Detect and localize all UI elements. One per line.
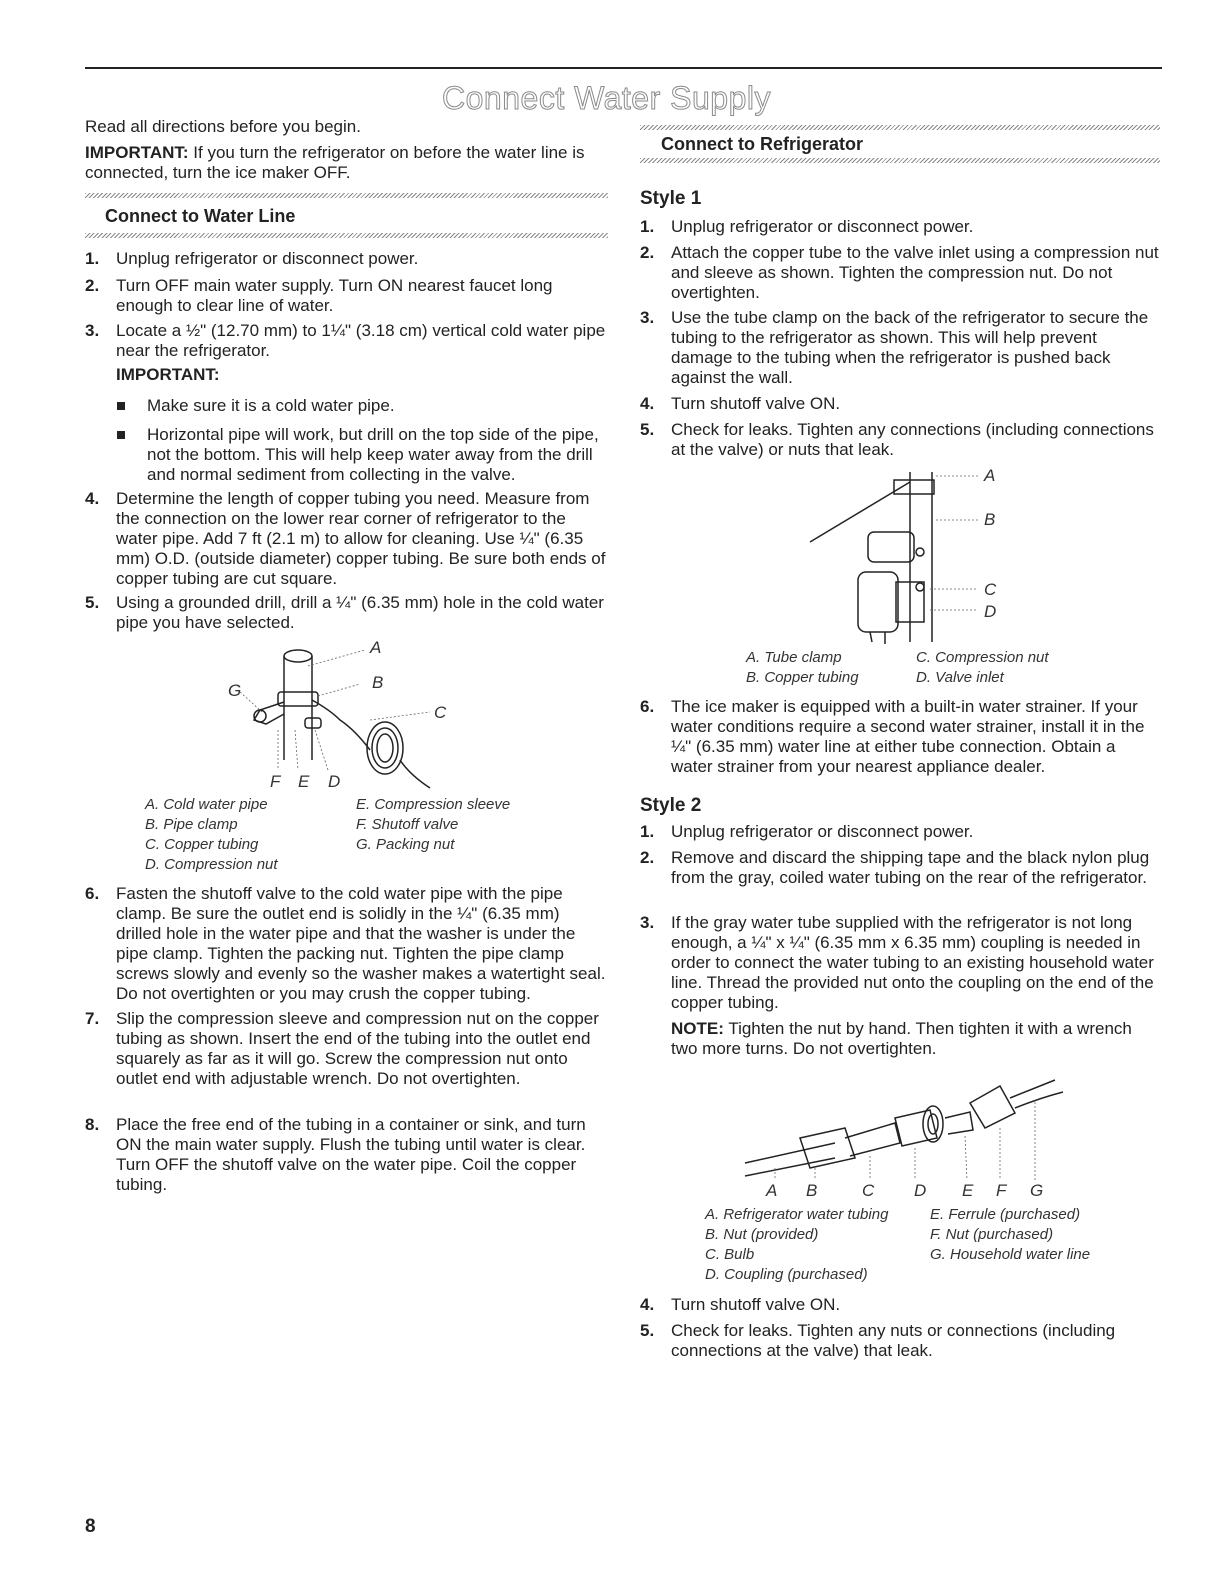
note-label: NOTE:	[671, 1019, 724, 1038]
step-item	[85, 1115, 608, 1195]
figure-letter: G	[228, 681, 242, 700]
caption-item: C. Copper tubing	[145, 836, 259, 853]
step-item	[640, 822, 1160, 842]
figure-letter: C	[984, 580, 997, 599]
figure-letter: A	[766, 1181, 778, 1200]
bullet-item	[117, 396, 607, 416]
note-text: Tighten the nut by hand. Then tighten it with a wrench two more turns. Do not overtighten.	[671, 1019, 1132, 1058]
step-item	[85, 321, 608, 361]
figure-letter: C	[434, 703, 447, 722]
important-note	[85, 143, 608, 183]
step-item	[85, 1009, 608, 1109]
refrigerator-valve-figure	[810, 462, 990, 647]
caption-item: B. Nut (provided)	[705, 1226, 819, 1243]
step-number: 2.	[85, 276, 100, 295]
figure-letter: D	[328, 772, 341, 791]
step-number: 1.	[640, 822, 655, 841]
step-number: 2.	[640, 848, 655, 867]
step-item	[85, 593, 608, 633]
step-item	[640, 243, 1160, 303]
caption-item: G. Packing nut	[356, 836, 455, 853]
step-number: 3.	[85, 321, 100, 340]
step-text: Unplug refrigerator or disconnect power.	[671, 217, 974, 236]
figure-letter: F	[270, 772, 281, 791]
bullet-text: Make sure it is a cold water pipe.	[147, 396, 395, 415]
caption-item: A. Cold water pipe	[145, 796, 268, 813]
style2-title: Style 2	[640, 795, 702, 816]
step-number: 8.	[85, 1115, 100, 1134]
step-text: Attach the copper tube to the valve inlet using a compression nut and sleeve as shown. Tighten the compression nut. Do not overtighten.	[671, 243, 1159, 302]
step-item	[85, 884, 608, 1004]
style1-title: Style 1	[640, 188, 702, 209]
caption-item: A. Refrigerator water tubing	[705, 1206, 889, 1223]
step-text: Unplug refrigerator or disconnect power.	[671, 822, 974, 841]
step-number: 7.	[85, 1009, 100, 1028]
step-item	[640, 913, 1160, 1013]
section-title-refrigerator: Connect to Refrigerator	[661, 134, 864, 154]
step-item	[640, 1321, 1160, 1361]
step-text: Place the free end of the tubing in a container or sink, and turn ON the main water supply. Flush the tubing until water is clear. Turn OFF the shutoff valve on the water pipe. Coil the copper tubing.	[116, 1115, 586, 1194]
step-item	[640, 217, 1160, 237]
step-text: Check for leaks. Tighten any nuts or connections (including connections at the valve) that leak.	[671, 1321, 1116, 1360]
step-item	[85, 276, 608, 316]
step-number: 6.	[85, 884, 100, 903]
step3-important-label: IMPORTANT:	[116, 365, 220, 384]
step-text: If the gray water tube supplied with the refrigerator is not long enough, a ¼" x ¼" (6.35 mm x 6.35 mm) coupling is needed in order to connect the water tubing to an existing household water line. Thread the provided nut onto the coupling on the end of the copper tubing.	[671, 913, 1154, 1012]
caption-item: D. Compression nut	[145, 856, 278, 873]
step-number: 2.	[640, 243, 655, 262]
caption-column-1	[145, 795, 278, 875]
step-text: Slip the compression sleeve and compression nut on the copper tubing as shown. Insert the end of the tubing into the outlet end squarely as far as it will go. Screw the compression nut onto outlet end with adjustable wrench. Do not overtighten.	[116, 1009, 599, 1088]
step-number: 3.	[640, 308, 655, 327]
step-number: 4.	[85, 489, 100, 508]
caption-item: A. Tube clamp	[746, 649, 842, 666]
step-number: 3.	[640, 913, 655, 932]
figure-letter: F	[996, 1181, 1007, 1200]
page-title: Connect Water Supply	[442, 80, 771, 116]
figure-letter: B	[984, 510, 996, 529]
figure-letter: G	[1030, 1181, 1044, 1200]
step-number: 6.	[640, 697, 655, 716]
top-rule	[85, 67, 1162, 69]
section-divider-bottom	[85, 233, 608, 238]
step-item	[640, 848, 1160, 908]
step-text: Turn OFF main water supply. Turn ON nearest faucet long enough to clear line of water.	[116, 276, 553, 315]
step-number: 4.	[640, 394, 655, 413]
figure-letter: A	[984, 466, 996, 485]
caption-item: D. Coupling (purchased)	[705, 1266, 868, 1283]
step-text: Turn shutoff valve ON.	[671, 1295, 841, 1314]
caption-item: C. Compression nut	[916, 649, 1049, 666]
bullet-item	[117, 425, 607, 485]
step-item	[640, 308, 1160, 388]
step-text: Remove and discard the shipping tape and the black nylon plug from the gray, coiled water tubing on the rear of the refrigerator.	[671, 848, 1150, 887]
step-text: The ice maker is equipped with a built-in water strainer. If your water conditions require a second water strainer, install it in the ¼" (6.35 mm) water line at either tube connection. Obtain a water strainer from your nearest appliance dealer.	[671, 697, 1145, 776]
caption-item: D. Valve inlet	[916, 669, 1004, 686]
caption-item: E. Compression sleeve	[356, 796, 511, 813]
important-label: IMPORTANT:	[85, 143, 189, 162]
figure-letter: B	[806, 1181, 818, 1200]
step-text: Using a grounded drill, drill a ¼" (6.35 mm) hole in the cold water pipe you have selected.	[116, 593, 604, 632]
figure-letter: A	[370, 638, 382, 657]
section-divider-top	[85, 193, 608, 198]
step-text: Locate a ½" (12.70 mm) to 1¼" (3.18 cm) vertical cold water pipe near the refrigerator.	[116, 321, 606, 360]
step-number: 5.	[85, 593, 100, 612]
step-number: 4.	[640, 1295, 655, 1314]
figure-letter: D	[984, 602, 997, 621]
step-item	[85, 489, 608, 589]
caption-column-2	[916, 648, 1049, 688]
caption-item: E. Ferrule (purchased)	[930, 1206, 1081, 1223]
step-item	[85, 249, 608, 269]
bullet-text: Horizontal pipe will work, but drill on the top side of the pipe, not the bottom. This will help keep water away from the drill and normal sediment from collecting in the valve.	[147, 425, 599, 484]
figure-letter: D	[914, 1181, 927, 1200]
step-number: 1.	[85, 249, 100, 268]
step-number: 5.	[640, 1321, 655, 1340]
caption-column-2	[356, 795, 510, 855]
step-number: 5.	[640, 420, 655, 439]
caption-item: F. Shutoff valve	[356, 816, 459, 833]
figure-letter: E	[298, 772, 310, 791]
figure-letter: B	[372, 673, 384, 692]
step-text: Check for leaks. Tighten any connections (including connections at the valve) or nuts that leak.	[671, 420, 1154, 459]
step-text: Use the tube clamp on the back of the refrigerator to secure the tubing to the refrigerator as shown. This will help prevent damage to the tubing when the refrigerator is pushed back against the wall.	[671, 308, 1149, 387]
step-item	[640, 1295, 1160, 1315]
caption-item: F. Nut (purchased)	[930, 1226, 1054, 1243]
step-item	[640, 394, 1160, 414]
step-number: 1.	[640, 217, 655, 236]
intro-text: Read all directions before you begin.	[85, 117, 361, 136]
step-text: Unplug refrigerator or disconnect power.	[116, 249, 419, 268]
caption-item: B. Pipe clamp	[145, 816, 238, 833]
bullet-square	[117, 402, 125, 410]
caption-item: G. Household water line	[930, 1246, 1091, 1263]
caption-column-1	[705, 1205, 888, 1285]
note-paragraph	[671, 1019, 1160, 1059]
page-number: 8	[85, 1516, 96, 1537]
step-item	[640, 697, 1160, 777]
caption-column-2	[930, 1205, 1090, 1265]
caption-item: B. Copper tubing	[746, 669, 859, 686]
caption-item: C. Bulb	[705, 1246, 755, 1263]
section-divider-top	[640, 125, 1160, 130]
step-text: Turn shutoff valve ON.	[671, 394, 841, 413]
important-text: If you turn the refrigerator on before the water line is connected, turn the ice maker OFF.	[85, 143, 585, 182]
figure-letter: E	[962, 1181, 974, 1200]
figure-letter: C	[862, 1181, 875, 1200]
caption-column-1	[746, 648, 859, 688]
section-divider-bottom	[640, 158, 1160, 163]
section-title-water-line: Connect to Water Line	[105, 206, 296, 226]
bullet-square	[117, 431, 125, 439]
step-text: Fasten the shutoff valve to the cold water pipe with the pipe clamp. Be sure the outlet end is solidly in the ¼" (6.35 mm) drilled hole in the water pipe and that the washer is under the pipe clamp. Tighten the packing nut. Tighten the pipe clamp screws slowly and evenly so the washer makes a watertight seal. Do not overtighten or you may crush the copper tubing.	[116, 884, 606, 1003]
step-item	[640, 420, 1160, 460]
step-text: Determine the length of copper tubing you need. Measure from the connection on the lower rear corner of refrigerator to the water pipe. Add 7 ft (2.1 m) to allow for cleaning. Use ¼" (6.35 mm) O.D. (outside diameter) copper tubing. Be sure both ends of copper tubing are cut square.	[116, 489, 606, 588]
coupling-figure	[745, 1068, 1065, 1180]
